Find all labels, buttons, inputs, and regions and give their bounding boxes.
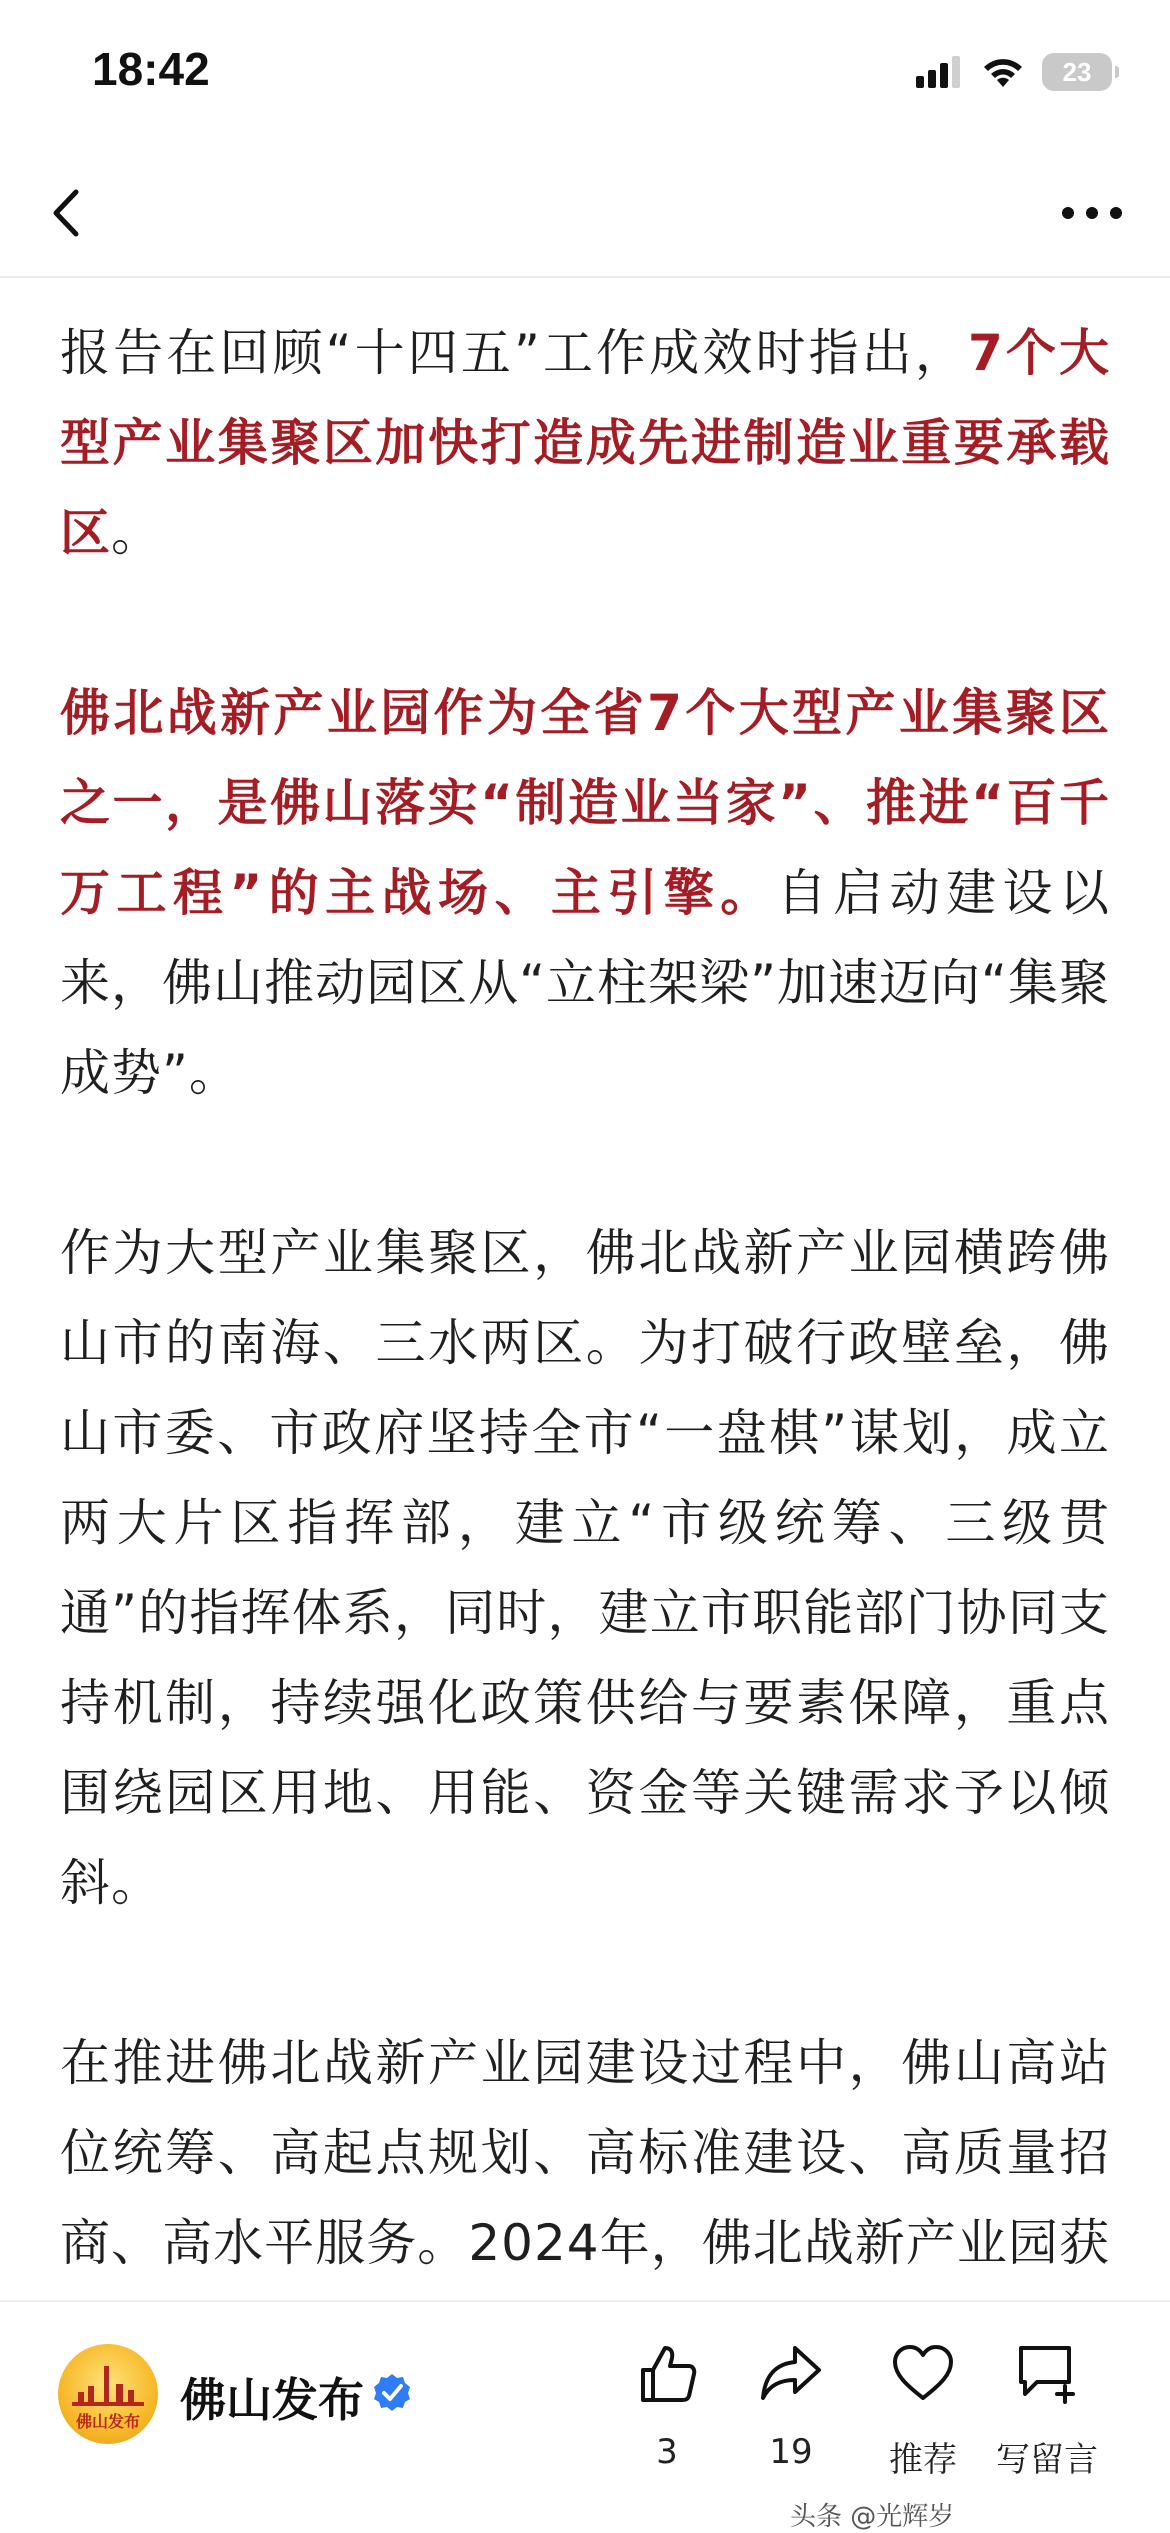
more-button[interactable]	[1052, 178, 1132, 248]
back-icon	[38, 178, 108, 248]
account-name[interactable]: 佛山发布	[180, 2373, 364, 2427]
comment-label: 写留言	[996, 2440, 1098, 2480]
heart-icon	[891, 2342, 955, 2404]
back-button[interactable]	[38, 178, 108, 248]
watermark: 头条 @光辉岁	[790, 2502, 955, 2532]
nav-bar	[0, 150, 1170, 278]
highlighted-text: 佛北战新产业园作为全省7个大型产业集聚区之一，是佛山落实“制造业当家”、推进“百千万工程”的主战场、主引擎。	[60, 684, 1110, 922]
battery-icon: 23	[1042, 53, 1112, 91]
share-icon	[759, 2342, 823, 2404]
status-icons	[914, 50, 1112, 94]
recommend-label: 推荐	[889, 2440, 957, 2480]
more-icon	[1052, 178, 1132, 248]
verified-icon	[372, 2372, 412, 2412]
article-paragraph	[60, 1208, 1110, 1928]
comment-button[interactable]	[992, 2342, 1102, 2481]
comment-icon	[1015, 2342, 1079, 2404]
like-count: 3	[656, 2432, 678, 2472]
bottom-action-bar	[0, 2300, 1170, 2532]
paragraph-text: 自启动建设以来，佛山推动园区从“立柱架梁”加速迈向“集聚成势”。	[60, 864, 1110, 1102]
article-paragraph	[60, 668, 1110, 1118]
article-body	[60, 278, 1110, 2300]
share-button[interactable]	[736, 2342, 846, 2472]
like-button[interactable]	[612, 2342, 722, 2472]
status-bar	[0, 0, 1170, 150]
paragraph-text: 作为大型产业集聚区，佛北战新产业园横跨佛山市的南海、三水两区。为打破行政壁垒，佛山市委、市政府坚持全市“一盘棋”谋划，成立两大片区指挥部，建立“市级统筹、三级贯通”的指挥体系，同时，建立市职能部门协同支持机制，持续强化政策供给与要素保障，重点围绕园区用地、用能、资金等关键需求予以倾斜。	[60, 1224, 1110, 1912]
article-paragraph	[60, 308, 1110, 578]
signal-icon	[914, 54, 964, 90]
recommend-button[interactable]	[868, 2342, 978, 2481]
account-avatar[interactable]	[58, 2344, 158, 2444]
avatar-label: 佛山发布	[75, 2412, 140, 2431]
status-time: 18:42	[92, 43, 210, 95]
paragraph-text: 在推进佛北战新产业园建设过程中，佛山高站位统筹、高起点规划、高标准建设、高质量招商、高水平服务。2024年，佛北战新产业园获	[60, 2034, 1110, 2272]
paragraph-text: 。	[111, 504, 162, 562]
paragraph-text: 报告在回顾“十四五”工作成效时指出，	[60, 324, 968, 382]
wifi-icon	[978, 53, 1028, 91]
like-icon	[635, 2342, 699, 2404]
highlighted-text: 7个大型产业集聚区加快打造成先进制造业重要承载区	[60, 324, 1110, 562]
share-count: 19	[769, 2432, 813, 2472]
